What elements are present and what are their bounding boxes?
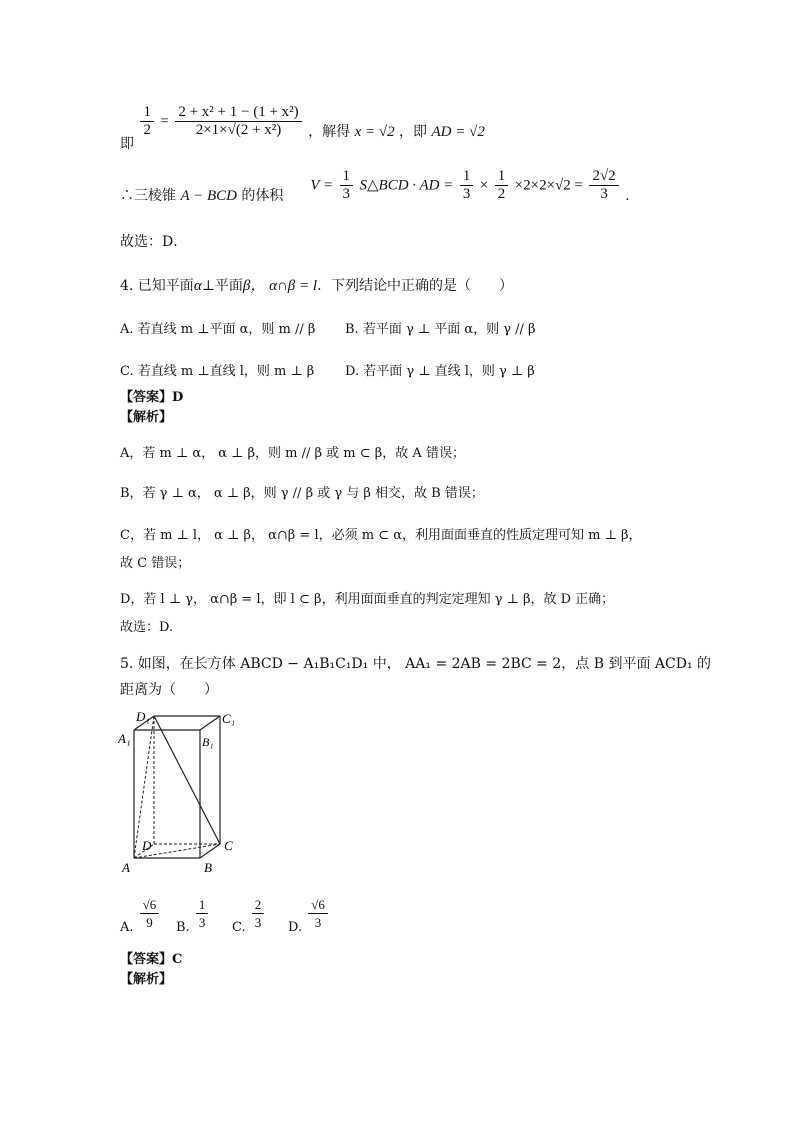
q5-answer: 【答案】C — [120, 952, 183, 967]
q4-analysis-b: B，若 γ ⊥ α， α ⊥ β，则 γ // β 或 γ 与 β 相交，故 B 错误； — [120, 486, 484, 501]
solution-line-2: ∴三棱锥 A − BCD 的体积 V = $\frac{1}{3}$ S△BCD · AD = $\frac{1}{3}$ × $\frac{1}{2}$ ×2×2×√2 = $\frac{2√2}{3}$ . — [120, 168, 630, 204]
q5-option-a: A. $\frac{√6}{9}$ — [120, 896, 161, 931]
tetra-name: A − BCD — [180, 187, 237, 204]
label-b1: B₁ — [202, 735, 214, 749]
label-d1: D₁ — [136, 709, 150, 724]
q4-option-d: D. 若平面 γ ⊥ 直线 l，则 γ ⊥ β — [345, 364, 535, 379]
label-a: A — [122, 860, 130, 875]
solution-line-1 — [120, 104, 485, 152]
q4-option-b: B. 若平面 γ ⊥ 平面 α，则 γ // β — [345, 322, 536, 337]
ad-value: AD = √2 — [431, 123, 485, 140]
x-value: x = √2 — [354, 123, 395, 140]
lead-text: 即 — [120, 135, 134, 152]
fraction-one-third: $\frac{1}{3}$ — [340, 168, 354, 203]
product-term: ×2×2×√2 = — [514, 177, 583, 194]
fraction-half: $\frac{1}{2}$ — [140, 104, 154, 139]
q4-option-c: C. 若直线 m ⊥直线 l，则 m ⊥ β — [120, 364, 315, 379]
tetra-lead: ∴三棱锥 — [120, 187, 176, 204]
q5-option-d: D. $\frac{√6}{3}$ — [288, 896, 330, 931]
q4-analysis-heading: 【解析】 — [120, 410, 173, 425]
solve-text: ，解得 — [308, 123, 351, 140]
label-a1: A₁ — [118, 731, 131, 746]
fraction-one-half: $\frac{1}{2}$ — [495, 168, 509, 203]
volume-formula-start: V = — [310, 177, 334, 194]
fraction-cosine: $\frac{\text{2 + x² + 1 − (1 + x²)}}{\text{2×1×√(2 + x²)}}$ — [175, 104, 301, 139]
q5-option-b: B. $\frac{1}{3}$ — [176, 896, 210, 931]
q4-option-a: A. 若直线 m ⊥平面 α，则 m // β — [120, 322, 316, 337]
end-dot: . — [625, 187, 630, 204]
label-c1: C₁ — [222, 711, 236, 726]
label-b: B — [204, 860, 212, 875]
q5-stem-1: 5. 如图，在长方体 ABCD − A₁B₁C₁D₁ 中， AA₁ = 2AB = 2BC = 2，点 B 到平面 ACD₁ 的 — [120, 656, 712, 672]
equals-sign: = — [160, 113, 169, 130]
q4-analysis-c1: C，若 m ⊥ l， α ⊥ β， α∩β = l，必须 m ⊂ α，利用面面垂直的性质定理可知 m ⊥ β， — [120, 528, 642, 543]
q5-option-c: C. $\frac{2}{3}$ — [232, 896, 266, 931]
cuboid-figure — [118, 706, 248, 876]
sep-text: ，即 — [399, 123, 428, 140]
volume-text: 的体积 — [241, 187, 284, 204]
fraction-one-third-2: $\frac{1}{3}$ — [460, 168, 474, 203]
q4-answer: 【答案】D — [120, 390, 184, 405]
q5-analysis-heading: 【解析】 — [120, 972, 173, 987]
q4-choose: 故选：D. — [120, 620, 174, 635]
q4-analysis-a: A，若 m ⊥ α， α ⊥ β，则 m // β 或 m ⊂ β，故 A 错误； — [120, 446, 465, 461]
q5-stem-2: 距离为（ ） — [120, 682, 218, 698]
label-d: D — [142, 838, 152, 853]
answer-choice-prev: 故选：D． — [120, 234, 188, 250]
q4-analysis-d: D，若 l ⊥ γ， α∩β = l，即 l ⊂ β，利用面面垂直的判定定理知 γ ⊥ β，故 D 正确； — [120, 592, 615, 607]
q4-analysis-c2: 故 C 错误； — [120, 556, 191, 571]
fraction-result: $\frac{2√2}{3}$ — [589, 168, 618, 203]
q4-stem: 4. 已知平面α⊥平面β， α∩β = l．下列结论中正确的是（ ） — [120, 278, 514, 294]
label-c: C — [224, 838, 233, 853]
area-term: S△BCD · AD = — [359, 177, 454, 194]
